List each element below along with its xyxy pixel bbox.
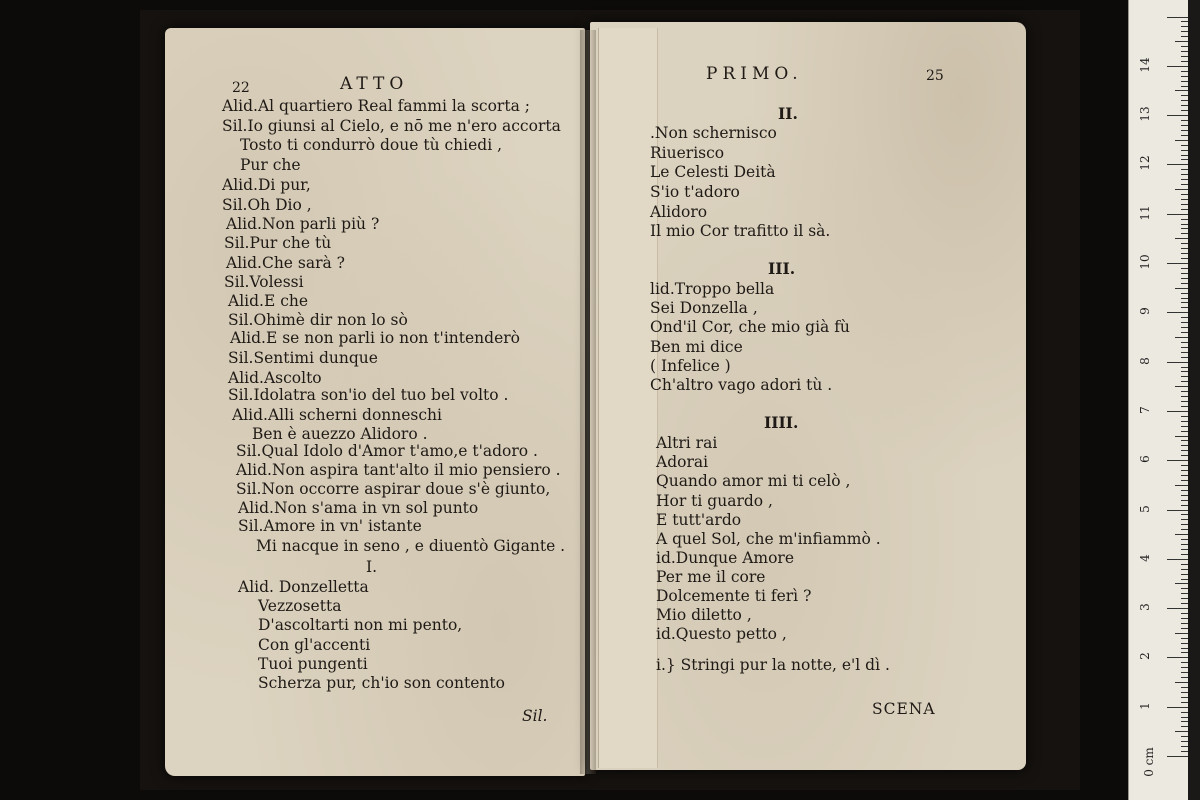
ruler-number: 8 (1138, 356, 1152, 365)
left-line: Ben è auezzo Alidoro . (252, 425, 428, 443)
right-line: Ch'altro vago adori tù . (650, 376, 833, 394)
right-line: Sei Donzella , (650, 299, 758, 317)
ruler-number: 2 (1138, 652, 1152, 661)
right-line: ( Infelice ) (650, 357, 731, 375)
ruler-tick (1175, 682, 1189, 683)
ruler-tick (1167, 164, 1189, 165)
right-line: Per me il core (656, 568, 766, 586)
left-line: Alid.Al quartiero Real fammi la scorta ; (222, 97, 530, 115)
ruler-tick (1175, 534, 1189, 535)
ruler-tick (1167, 460, 1189, 461)
ruler-tick (1167, 707, 1189, 708)
ruler-number: 1 (1138, 701, 1152, 710)
right-line: Le Celesti Deità (650, 163, 776, 181)
left-line: Sil.Ohimè dir non lo sò (228, 311, 408, 329)
left-line: Alid.Di pur, (222, 176, 311, 194)
ruler-tick (1167, 559, 1189, 560)
left-line: Sil.Non occorre aspirar doue s'è giunto, (236, 480, 551, 498)
ruler-tick (1175, 337, 1189, 338)
left-line: Vezzosetta (258, 597, 342, 615)
left-line: Alid.Che sarà ? (226, 254, 345, 272)
ruler-tick (1175, 386, 1189, 387)
left-line: I. (366, 558, 378, 576)
left-line: Alid. Donzelletta (238, 578, 369, 596)
ruler-number: 9 (1138, 307, 1152, 316)
left-line: Mi nacque in seno , e diuentò Gigante . (256, 537, 566, 555)
left-line: Sil.Pur che tù (224, 234, 332, 252)
left-line: Sil.Volessi (224, 273, 304, 291)
ruler-tick (1167, 510, 1189, 511)
ruler-edge (1188, 0, 1200, 800)
ruler-tick (1175, 633, 1189, 634)
left-line: Sil.Oh Dio , (222, 196, 312, 214)
right-line: III. (768, 259, 796, 278)
ruler-tick (1167, 115, 1189, 116)
ruler-unit-label: 0 cm (1142, 747, 1156, 777)
right-line: lid.Troppo bella (650, 280, 775, 298)
right-line: i.} Stringi pur la notte, e'l dì . (656, 656, 890, 674)
left-line: Con gl'accenti (258, 636, 371, 654)
ruler-number: 7 (1138, 406, 1152, 414)
left-line: Alid.Non aspira tant'alto il mio pensiero . (236, 461, 561, 479)
right-line: Hor ti guardo , (656, 492, 773, 510)
ruler-tick (1175, 485, 1189, 486)
right-line: Quando amor mi ti celò , (656, 472, 851, 490)
left-line: Alid.Ascolto (228, 369, 322, 387)
right-line: Adorai (656, 453, 709, 471)
right-line: II. (778, 104, 798, 123)
left-line: Tuoi pungenti (258, 655, 368, 673)
ruler-tick (1167, 608, 1189, 609)
right-page-header: PRIMO. (706, 64, 803, 84)
right-line: IIII. (764, 413, 799, 432)
left-line: Scherza pur, ch'io son contento (258, 674, 505, 692)
ruler-number: 13 (1138, 106, 1152, 122)
right-line: id.Dunque Amore (656, 549, 795, 567)
right-line: Il mio Cor trafitto il sà. (650, 222, 831, 240)
ruler-tick (1175, 41, 1189, 42)
right-line: Ben mi dice (650, 338, 743, 356)
ruler-number: 6 (1138, 455, 1152, 464)
book-gutter (580, 30, 596, 774)
ruler-number: 12 (1138, 155, 1152, 172)
left-line: Tosto ti condurrò doue tù chiedi , (240, 136, 503, 154)
ruler-tick (1167, 756, 1189, 757)
left-catchword: Sil. (522, 707, 548, 725)
ruler-number: 11 (1138, 205, 1152, 221)
left-page-header: ATTO (340, 74, 409, 94)
ruler-tick (1175, 140, 1189, 141)
right-line: Altri rai (656, 434, 718, 452)
measurement-ruler (1128, 0, 1189, 800)
right-line: E tutt'ardo (656, 511, 742, 529)
ruler-tick (1167, 66, 1189, 67)
ruler-tick (1175, 583, 1189, 584)
ruler-tick (1175, 288, 1189, 289)
ruler-tick (1175, 731, 1189, 732)
left-line: Sil.Sentimi dunque (228, 349, 378, 367)
ruler-number: 10 (1138, 254, 1152, 270)
right-line: Alidoro (650, 203, 708, 221)
ruler-number: 14 (1138, 57, 1152, 73)
left-line: Sil.Idolatra son'io del tuo bel volto . (228, 386, 509, 404)
ruler-number: 4 (1138, 553, 1152, 562)
right-line: Mio diletto , (656, 606, 752, 624)
ruler-tick (1175, 90, 1189, 91)
right-line: A quel Sol, che m'infiammò . (656, 530, 881, 548)
ruler-tick (1167, 362, 1189, 363)
ruler-tick (1175, 436, 1189, 437)
left-line: Pur che (240, 156, 301, 174)
left-line: D'ascoltarti non mi pento, (258, 616, 463, 634)
ruler-tick (1167, 411, 1189, 412)
right-line: id.Questo petto , (656, 625, 787, 643)
ruler-tick (1167, 17, 1189, 18)
right-catchword: SCENA (872, 700, 936, 718)
left-line: Alid.Non s'ama in vn sol punto (238, 499, 479, 517)
left-line: Alid.E che (228, 292, 309, 310)
ruler-number: 5 (1138, 504, 1152, 513)
right-line: Riuerisco (650, 144, 725, 162)
ruler-tick (1167, 657, 1189, 658)
right-line: .Non schernisco (650, 124, 777, 142)
left-page-number: 22 (232, 80, 250, 96)
ruler-tick (1167, 312, 1189, 313)
ruler-tick (1175, 189, 1189, 190)
left-line: Sil.Amore in vn' istante (238, 517, 422, 535)
ruler-tick (1175, 238, 1189, 239)
right-page-number: 25 (926, 68, 944, 84)
left-line: Alid.Non parli più ? (226, 215, 380, 233)
ruler-tick (1167, 263, 1189, 264)
binding-strip (598, 28, 658, 768)
left-line: Alid.Alli scherni donneschi (232, 406, 442, 424)
left-line: Alid.E se non parli io non t'intenderò (230, 329, 520, 347)
right-line: Ond'il Cor, che mio già fù (650, 318, 850, 336)
left-line: Sil.Qual Idolo d'Amor t'amo,e t'adoro . (236, 442, 538, 460)
ruler-number: 3 (1138, 603, 1152, 611)
right-line: S'io t'adoro (650, 183, 740, 201)
left-line: Sil.Io giunsi al Cielo, e nō me n'ero accorta (222, 117, 561, 135)
right-line: Dolcemente ti ferì ? (656, 587, 812, 605)
ruler-tick (1167, 214, 1189, 215)
